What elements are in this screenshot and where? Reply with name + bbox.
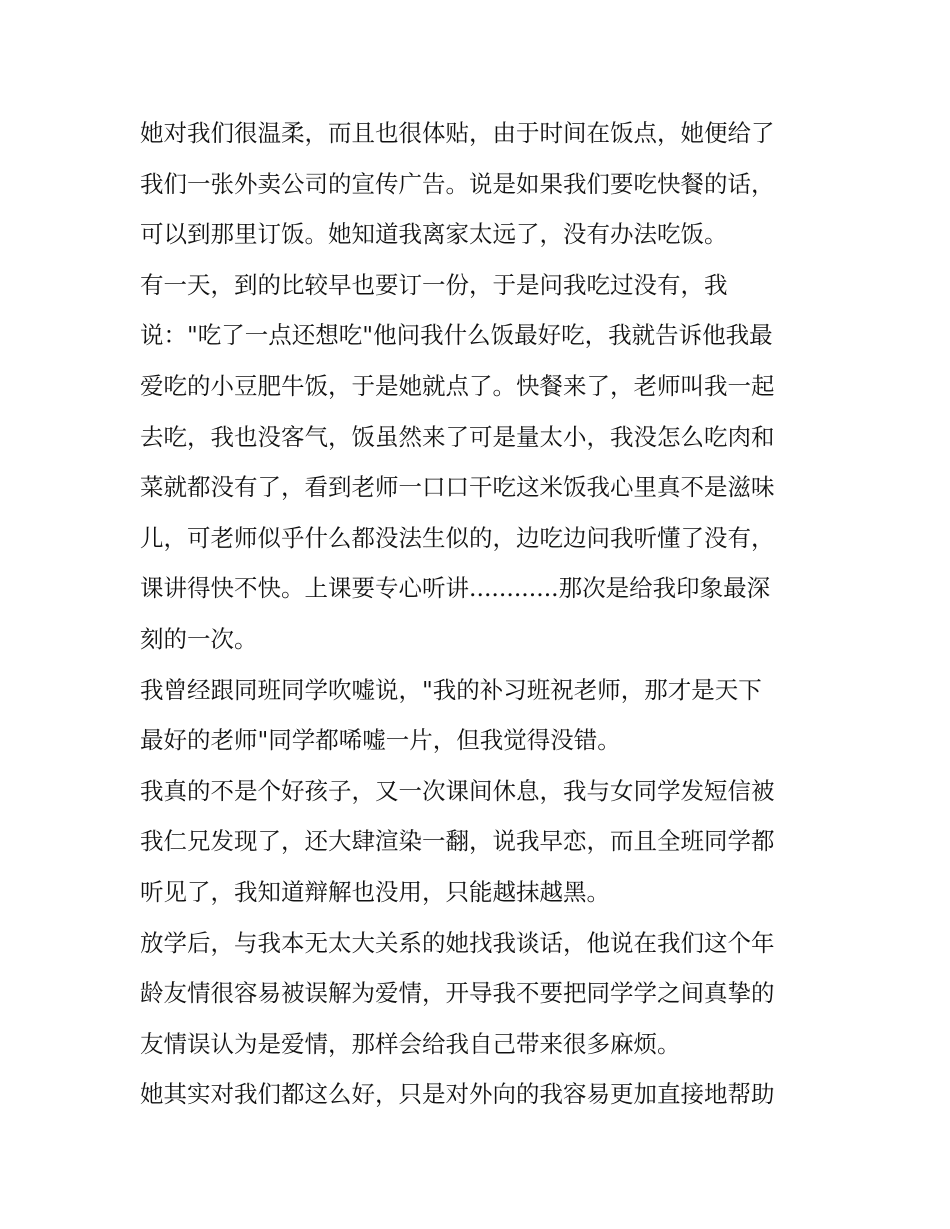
text-line: 可以到那里订饭。她知道我离家太远了，没有办法吃饭。	[140, 220, 728, 249]
text-line: 去吃，我也没客气，饭虽然来了可是量太小，我没怎么吃肉和	[140, 422, 775, 451]
text-line: 我曾经跟同班同学吹嘘说，"我的补习班祝老师，那才是天下	[140, 675, 762, 704]
text-line: 菜就都没有了，看到老师一口口干吃这米饭我心里真不是滋味	[140, 473, 775, 502]
text-line: 她对我们很温柔，而且也很体贴，由于时间在饭点，她便给了	[140, 119, 775, 147]
text-line: 龄友情很容易被误解为爱情，开导我不要把同学学之间真挚的	[140, 979, 775, 1008]
text-line: 听见了，我知道辩解也没用，只能越抹越黑。	[140, 877, 610, 906]
text-line: 最好的老师"同学都唏嘘一片，但我觉得没错。	[140, 726, 621, 755]
text-line: 有一天，到的比较早也要订一份，于是问我吃过没有，我	[140, 270, 728, 299]
text-line: 我们一张外卖公司的宣传广告。说是如果我们要吃快餐的话，	[140, 169, 775, 198]
text-line: 我真的不是个好孩子，又一次课间休息，我与女同学发短信被	[140, 776, 775, 805]
text-line: 我仁兄发现了，还大肆渲染一翻，说我早恋，而且全班同学都	[140, 827, 775, 856]
text-line: 友情误认为是爱情，那样会给我自己带来很多麻烦。	[140, 1029, 681, 1058]
text-line: 她其实对我们都这么好，只是对外向的我容易更加直接地帮助	[140, 1080, 775, 1109]
text-line: 儿，可老师似乎什么都没法生似的，边吃边问我听懂了没有，	[140, 523, 775, 552]
text-line: 说："吃了一点还想吃"他问我什么饭最好吃，我就告诉他我最	[140, 321, 773, 350]
text-line: 爱吃的小豆肥牛饭，于是她就点了。快餐来了，老师叫我一起	[140, 371, 775, 400]
text-line: 课讲得快不快。上课要专心听讲............那次是给我印象最深	[140, 574, 771, 603]
text-line: 刻的一次。	[140, 624, 258, 653]
body-text	[140, 108, 820, 1120]
text-line: 放学后，与我本无太大关系的她找我谈话，他说在我们这个年	[140, 928, 775, 957]
